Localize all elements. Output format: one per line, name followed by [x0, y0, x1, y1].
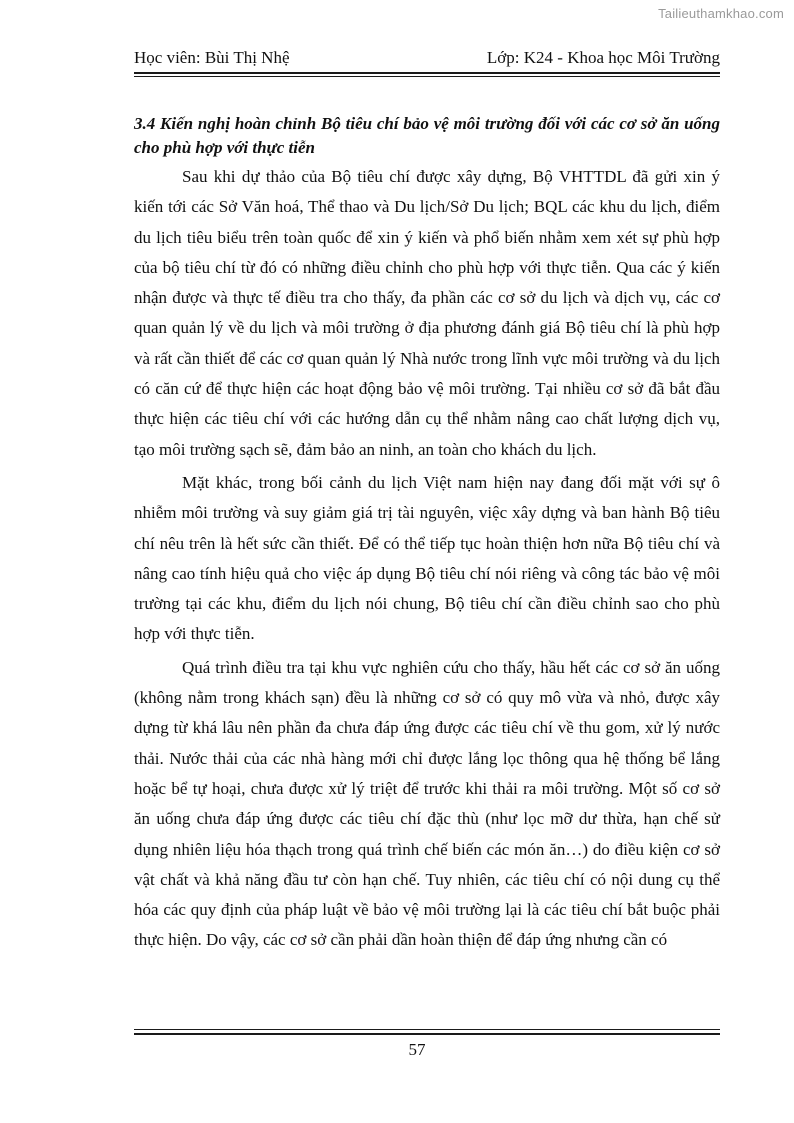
header-class: Lớp: K24 - Khoa học Môi Trường	[486, 48, 720, 67]
paragraph-1: Sau khi dự thảo của Bộ tiêu chí được xây dựng, Bộ VHTTDL đã gửi xin ý kiến tới các Sở Văn hoá, Thể thao và Du lịch/Sở Du lịch; BQL các khu du lịch, điểm du lịch tiêu biểu trên toàn quốc để xin ý kiến và phổ biến nhằm xem xét sự phù hợp của bộ tiêu chí từ đó có những điều chỉnh cho phù hợp với thực tiễn. Qua các ý kiến nhận được và thực tế điều tra cho thấy, đa phần các cơ sở du lịch và dịch vụ, các cơ quan quản lý về du lịch và môi trường ở địa phương đánh giá Bộ tiêu chí là phù hợp và rất cần thiết để các cơ quan quản lý Nhà nước trong lĩnh vực môi trường và du lịch có căn cứ để thực hiện các hoạt động bảo vệ môi trường. Tại nhiều cơ sở đã bắt đầu thực hiện các tiêu chí với các hướng dẫn cụ thể nhằm nâng cao chất lượng dịch vụ, tạo môi trường sạch sẽ, đảm bảo an ninh, an toàn cho khách du lịch.	[134, 167, 720, 459]
header-rule-thin	[134, 76, 720, 77]
header-student: Học viên: Bùi Thị Nhệ	[134, 48, 290, 67]
paragraph-3: Quá trình điều tra tại khu vực nghiên cứu cho thấy, hầu hết các cơ sở ăn uống (không nằm trong khách sạn) đều là những cơ sở có quy mô vừa và nhỏ, được xây dựng từ khá lâu nên phần đa chưa đáp ứng được các tiêu chí về thu gom, xử lý nước thải. Nước thải của các nhà hàng mới chỉ được lắng lọc thông qua hệ thống bể lắng hoặc bể tự hoại, chưa được xử lý triệt để trước khi thải ra môi trường. Một số cơ sở ăn uống chưa đáp ứng được các tiêu chí đặc thù (như lọc mỡ dư thừa, hạn chế sử dụng nhiên liệu hóa thạch trong quá trình chế biến các món ăn…) do điều kiện cơ sở vật chất và khả năng đầu tư còn hạn chế. Tuy nhiên, các tiêu chí có nội dung cụ thể hóa các quy định của pháp luật về bảo vệ môi trường lại là các tiêu chí bắt buộc phải thực hiện. Do vậy, các cơ sở cần phải dần hoàn thiện để đáp ứng nhưng cần có	[134, 657, 720, 950]
page-body	[134, 112, 720, 956]
footer-rule-thin	[134, 1029, 720, 1030]
page-number: 57	[408, 1040, 426, 1059]
watermark: Tailieuthamkhao.com	[658, 6, 784, 21]
footer-rule-thick	[134, 1033, 720, 1035]
paragraph-2: Mặt khác, trong bối cảnh du lịch Việt nam hiện nay đang đối mặt với sự ô nhiễm môi trường và suy giảm giá trị tài nguyên, việc xây dựng và ban hành Bộ tiêu chí nêu trên là hết sức cần thiết. Để có thể tiếp tục hoàn thiện hơn nữa Bộ tiêu chí và nâng cao tính hiệu quả cho việc áp dụng Bộ tiêu chí nói riêng và công tác bảo vệ môi trường tại các khu, điểm du lịch nói chung, Bộ tiêu chí cần điều chỉnh sao cho phù hợp với thực tiễn.	[134, 472, 720, 644]
section-heading: 3.4 Kiến nghị hoàn chỉnh Bộ tiêu chí bảo vệ môi trường đối với các cơ sở ăn uống cho phù hợp với thực tiễn	[134, 114, 720, 157]
page-header	[134, 48, 720, 74]
header-rule-thick	[134, 72, 720, 74]
